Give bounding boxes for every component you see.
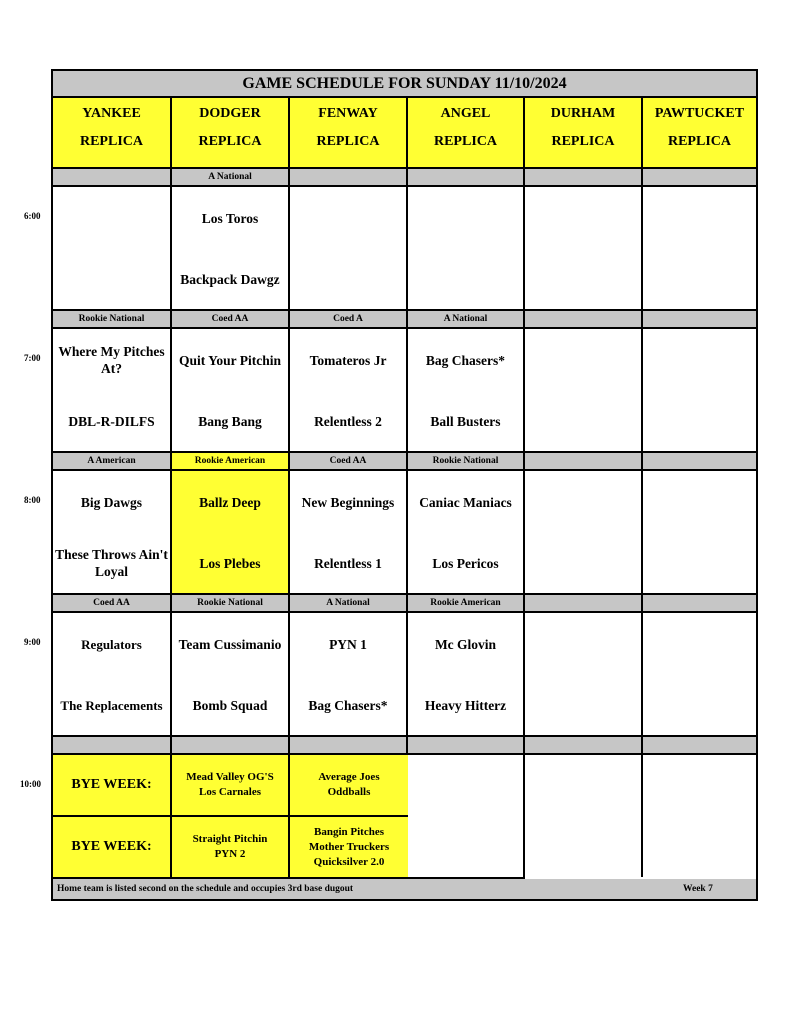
home-team <box>643 548 756 578</box>
field-sub: REPLICA <box>551 134 615 149</box>
division-label <box>408 169 525 185</box>
home-team: Bomb Squad <box>192 697 268 713</box>
game-cell <box>172 613 290 735</box>
game-cell <box>53 187 172 309</box>
home-team: Bang Bang <box>198 413 262 429</box>
field-header-fenway <box>290 98 408 167</box>
bye-team: PYN 2 <box>214 848 246 860</box>
field-name: DODGER <box>199 106 261 121</box>
bye-team: Quicksilver 2.0 <box>313 855 385 868</box>
schedule-title: GAME SCHEDULE FOR SUNDAY 11/10/2024 <box>53 71 756 98</box>
game-cell <box>53 471 172 593</box>
division-label: Rookie American <box>172 453 290 469</box>
division-label <box>525 737 643 753</box>
visitor-team <box>643 203 756 233</box>
home-team <box>525 548 641 578</box>
home-team: Los Pericos <box>432 555 499 571</box>
home-team <box>525 406 641 436</box>
division-label: Rookie National <box>408 453 525 469</box>
bye-team: Average Joes <box>318 771 380 783</box>
field-sub: REPLICA <box>316 134 380 149</box>
field-name: DURHAM <box>550 106 616 121</box>
game-row-8 <box>53 471 756 595</box>
bye-teams-fenway <box>290 817 408 877</box>
game-cell <box>172 187 290 309</box>
home-team: Los Plebes <box>199 555 261 571</box>
game-cell <box>408 613 525 735</box>
home-team <box>643 264 756 294</box>
division-label <box>53 169 172 185</box>
division-label <box>643 311 756 327</box>
division-band-6 <box>53 169 756 187</box>
game-cell <box>525 187 643 309</box>
home-team: These Throws Ain't Loyal <box>55 547 168 579</box>
visitor-team: Ballz Deep <box>199 494 261 510</box>
game-cell <box>53 329 172 451</box>
field-name: ANGEL <box>440 106 491 121</box>
bye-team: Oddballs <box>327 786 371 798</box>
game-row-7 <box>53 329 756 453</box>
game-cell <box>525 471 643 593</box>
bye-empty-lower <box>525 817 756 879</box>
field-header-pawtucket <box>643 98 756 167</box>
division-band-9 <box>53 595 756 613</box>
game-row-9 <box>53 613 756 737</box>
home-team <box>643 406 756 436</box>
game-cell <box>290 613 408 735</box>
game-cell <box>643 329 756 451</box>
time-label-6: 6:00 <box>24 211 41 221</box>
field-name: YANKEE <box>82 106 141 121</box>
week-label: Week 7 <box>683 884 713 894</box>
division-label <box>525 595 643 611</box>
bye-teams-fenway <box>290 755 408 815</box>
home-team <box>53 264 170 294</box>
empty-cell-durham <box>525 755 643 817</box>
field-sub: REPLICA <box>79 134 143 149</box>
empty-cell <box>525 817 643 877</box>
game-cell <box>172 329 290 451</box>
game-cell <box>408 329 525 451</box>
footer-bar <box>53 879 756 899</box>
time-label-9: 9:00 <box>24 637 41 647</box>
game-cell <box>408 187 525 309</box>
empty-cell-pawtucket <box>643 755 756 817</box>
visitor-team: Los Toros <box>201 210 259 226</box>
visitor-team <box>290 203 406 233</box>
empty-cell-angel <box>408 755 525 877</box>
home-team <box>290 264 406 294</box>
field-sub: REPLICA <box>198 134 262 149</box>
bye-team: Bangin Pitches <box>314 825 384 838</box>
bye-team: Straight Pitchin <box>192 833 268 845</box>
schedule-table <box>51 69 758 901</box>
game-cell <box>53 613 172 735</box>
game-row-6 <box>53 187 756 311</box>
home-team: Relentless 1 <box>314 555 382 571</box>
time-label-7: 7:00 <box>24 353 41 363</box>
home-team: Backpack Dawgz <box>180 271 280 287</box>
visitor-team: Bag Chasers* <box>425 352 506 368</box>
division-label: Rookie National <box>53 311 172 327</box>
division-label: Coed AA <box>53 595 172 611</box>
game-cell <box>290 471 408 593</box>
footer-note: Home team is listed second on the schedule and occupies 3rd base dugout <box>57 884 354 894</box>
game-cell <box>290 187 408 309</box>
bye-team: Los Carnales <box>198 786 262 798</box>
division-label: A National <box>172 169 290 185</box>
visitor-team: Team Cussimanio <box>178 636 282 652</box>
home-team: DBL-R-DILFS <box>68 413 155 429</box>
visitor-team <box>643 487 756 517</box>
division-band-7 <box>53 311 756 329</box>
visitor-team: Regulators <box>81 636 142 652</box>
field-sub: REPLICA <box>667 134 731 149</box>
division-label <box>290 737 408 753</box>
visitor-team: Caniac Maniacs <box>419 494 512 510</box>
division-label: Rookie American <box>408 595 525 611</box>
division-label <box>408 737 525 753</box>
bye-week-label: BYE WEEK: <box>53 755 172 815</box>
game-cell <box>643 613 756 735</box>
division-label <box>643 453 756 469</box>
bye-teams-dodger <box>172 817 290 877</box>
visitor-team <box>643 629 756 659</box>
division-label <box>643 737 756 753</box>
visitor-team: Mc Glovin <box>434 636 497 652</box>
home-team <box>525 264 641 294</box>
division-label: A National <box>408 311 525 327</box>
field-header-durham <box>525 98 643 167</box>
visitor-team: Big Dawgs <box>80 494 143 510</box>
field-header-dodger <box>172 98 290 167</box>
division-label: Coed AA <box>172 311 290 327</box>
home-team: Heavy Hitterz <box>424 697 507 713</box>
division-label: Coed AA <box>290 453 408 469</box>
field-header-row <box>53 98 756 169</box>
game-cell <box>525 613 643 735</box>
visitor-team <box>525 345 641 375</box>
field-name: PAWTUCKET <box>654 106 745 121</box>
division-label <box>525 169 643 185</box>
game-cell <box>643 471 756 593</box>
bye-week-label: BYE WEEK: <box>53 817 172 877</box>
division-label <box>525 453 643 469</box>
home-team <box>643 690 756 720</box>
field-sub: REPLICA <box>433 134 497 149</box>
visitor-team: Quit Your Pitchin <box>178 352 281 368</box>
division-label <box>525 311 643 327</box>
visitor-team: PYN 1 <box>329 636 367 652</box>
visitor-team <box>53 203 170 233</box>
visitor-team <box>525 203 641 233</box>
division-band-8 <box>53 453 756 471</box>
visitor-team <box>643 345 756 375</box>
field-header-yankee <box>53 98 172 167</box>
division-label <box>290 169 408 185</box>
game-cell <box>172 471 290 593</box>
field-name: FENWAY <box>318 106 378 121</box>
division-label <box>53 737 172 753</box>
visitor-team: Tomateros Jr <box>309 352 387 368</box>
home-team: Bag Chasers* <box>308 697 388 713</box>
visitor-team: New Beginnings <box>301 494 395 510</box>
home-team: Ball Busters <box>430 413 501 429</box>
division-label: Coed A <box>290 311 408 327</box>
division-label: A National <box>290 595 408 611</box>
bye-team: Mother Truckers <box>308 840 390 853</box>
game-cell <box>408 471 525 593</box>
time-label-8: 8:00 <box>24 495 41 505</box>
time-label-10: 10:00 <box>20 779 41 789</box>
game-cell <box>525 329 643 451</box>
visitor-team <box>525 487 641 517</box>
visitor-team <box>525 629 641 659</box>
home-team <box>408 264 523 294</box>
home-team: The Replacements <box>60 697 163 713</box>
division-label: A American <box>53 453 172 469</box>
division-label <box>643 169 756 185</box>
visitor-team <box>408 203 523 233</box>
empty-cell <box>643 817 756 877</box>
bye-teams-dodger <box>172 755 290 815</box>
division-label <box>172 737 290 753</box>
visitor-team: Where My Pitches At? <box>58 344 165 376</box>
game-cell <box>643 187 756 309</box>
field-header-angel <box>408 98 525 167</box>
home-team <box>525 690 641 720</box>
bye-team: Mead Valley OG'S <box>186 771 274 783</box>
game-cell <box>290 329 408 451</box>
division-band-10 <box>53 737 756 755</box>
home-team: Relentless 2 <box>314 413 382 429</box>
division-label <box>643 595 756 611</box>
division-label: Rookie National <box>172 595 290 611</box>
